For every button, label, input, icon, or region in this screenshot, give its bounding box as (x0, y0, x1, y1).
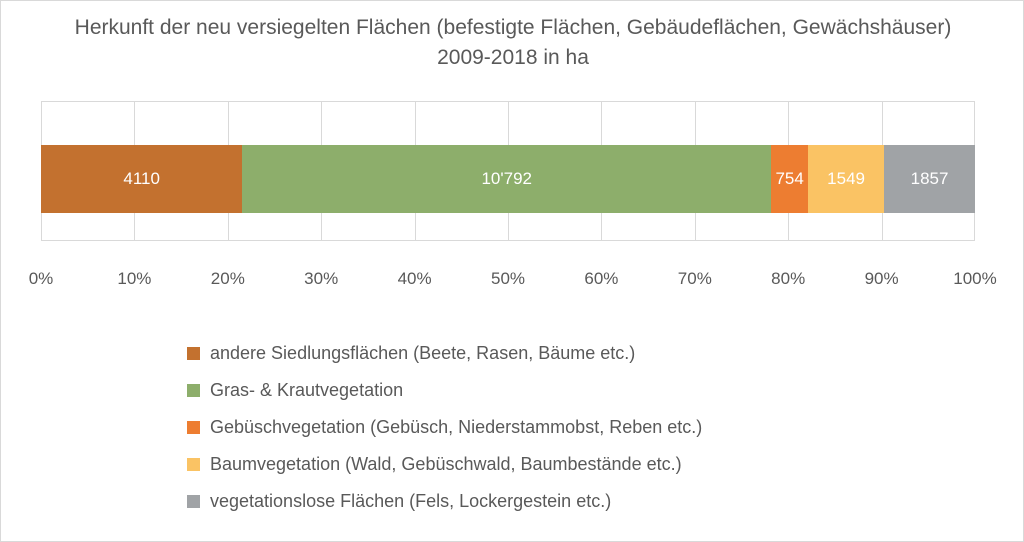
legend-swatch (187, 347, 200, 360)
x-axis-tick-label: 30% (304, 269, 339, 288)
plot-area (41, 101, 975, 241)
legend-item[interactable] (1, 483, 1024, 520)
legend-item[interactable] (1, 372, 1024, 409)
bar-segment (808, 145, 884, 213)
x-axis-tick-label: 10% (117, 269, 152, 288)
bar-segment (771, 145, 808, 213)
legend-label: Gras- & Krautvegetation (210, 380, 404, 400)
bar-segment (884, 145, 975, 213)
x-axis-tick-label: 20% (210, 269, 245, 288)
legend-label: vegetationslose Flächen (Fels, Lockergestein etc.) (210, 491, 612, 511)
x-axis-tick-label: 90% (864, 269, 899, 288)
bar-segment (242, 145, 771, 213)
x-axis-tick-label: 70% (677, 269, 712, 288)
bar-segment-label: 1549 (827, 169, 865, 188)
x-axis-tick-label: 40% (397, 269, 432, 288)
legend-label: andere Siedlungsflächen (Beete, Rasen, Bäume etc.) (210, 343, 636, 363)
legend-swatch (187, 384, 200, 397)
bar-segment-label: 1857 (910, 169, 949, 188)
bar-segment-label: 4110 (123, 169, 160, 188)
x-axis-tick-label: 60% (584, 269, 619, 288)
x-axis-labels (28, 269, 997, 293)
stacked-bar (41, 145, 975, 213)
bar-segment-label: 754 (775, 169, 804, 188)
bar-segment-label: 10'792 (481, 169, 532, 188)
x-axis-tick-label: 100% (953, 269, 997, 288)
legend-swatch (187, 495, 200, 508)
legend-swatch (187, 421, 200, 434)
legend-item[interactable] (1, 446, 1024, 483)
chart-title: Herkunft der neu versiegelten Flächen (befestigte Flächen, Gebäudeflächen, Gewächshäuser) 2009-2018 in ha (74, 16, 952, 69)
legend-item[interactable] (1, 335, 1024, 372)
bar-segment (41, 145, 242, 213)
x-axis-tick-label: 50% (490, 269, 526, 288)
legend-label: Gebüschvegetation (Gebüsch, Niederstammobst, Reben etc.) (210, 417, 703, 437)
legend-item[interactable] (1, 409, 1024, 446)
legend-swatch (187, 458, 200, 471)
x-axis-tick-label: 0% (28, 269, 54, 288)
chart-legend (1, 335, 1024, 520)
legend-label: Baumvegetation (Wald, Gebüschwald, Baumbestände etc.) (210, 454, 682, 474)
x-axis-tick-label: 80% (771, 269, 806, 288)
